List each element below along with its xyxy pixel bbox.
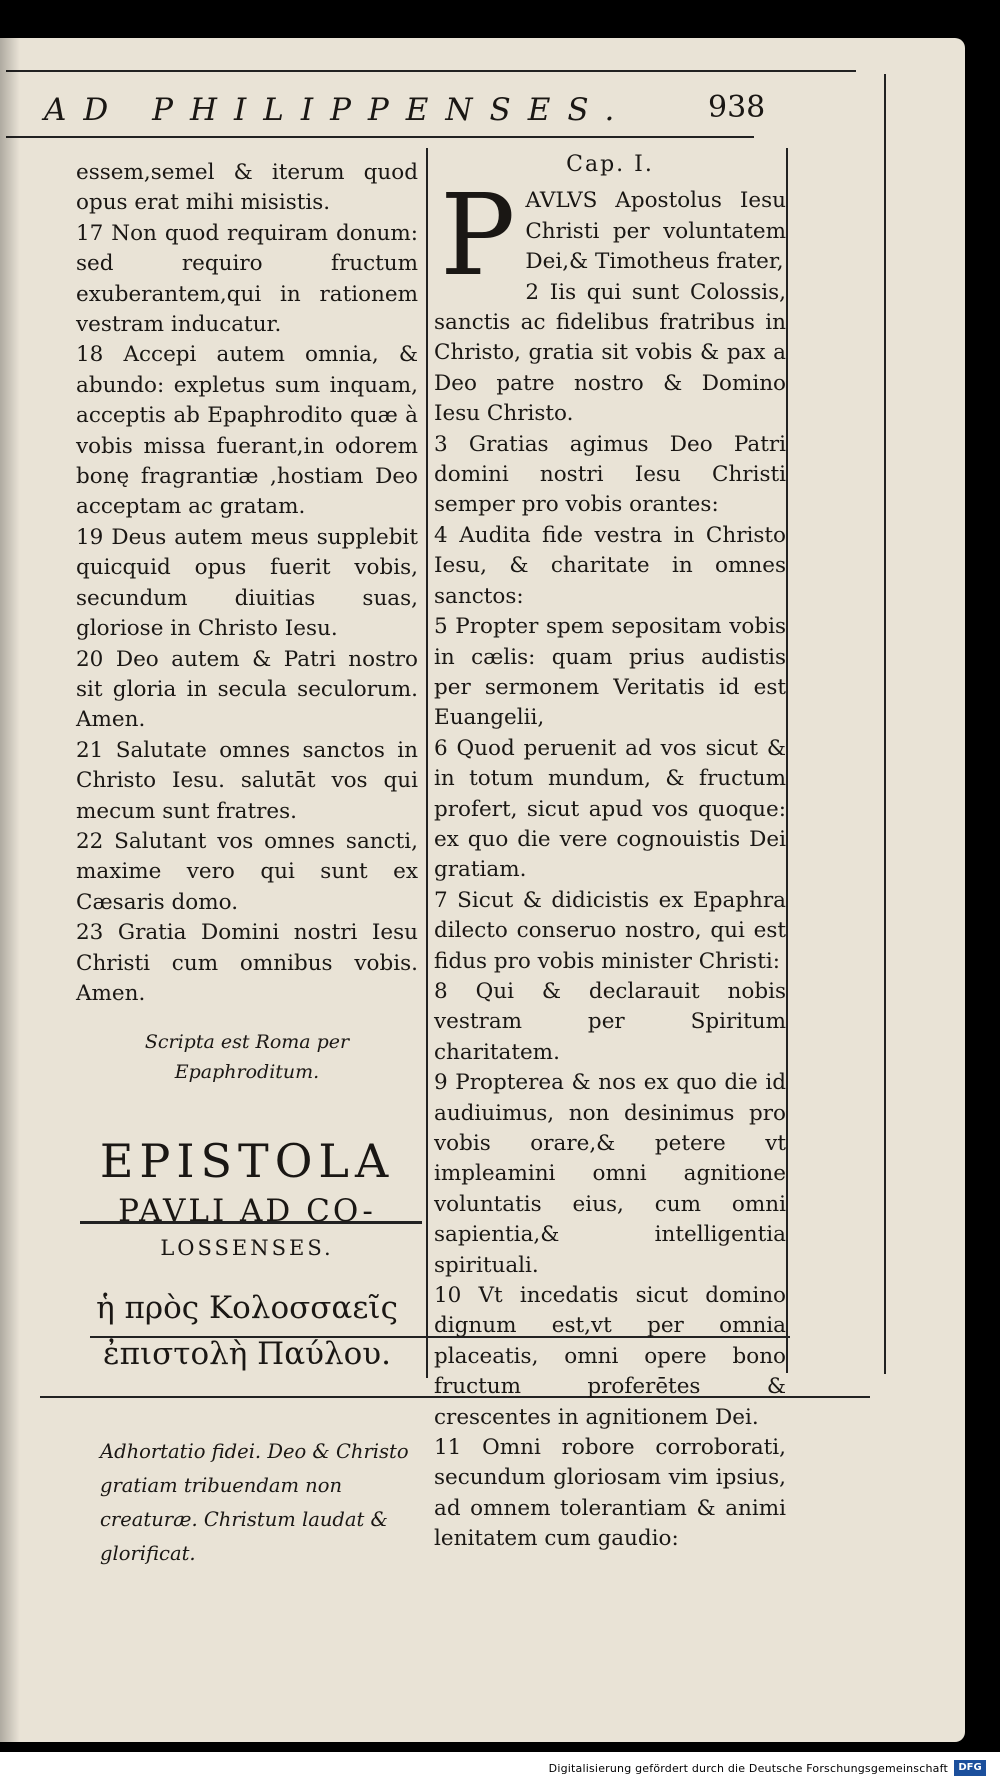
verse-21: 21 Salutate omnes sanctos in Christo Iesu. salutāt vos qui mecum sunt fratres. [76,737,418,824]
verse-18: 18 Accepi autem omnia, & abundo: expletus sum inquam, acceptis ab Epaphrodito quæ à vobis missa fuerant,in odorem bonę fragrantiæ ,hostiam Deo acceptam ac gratam. [76,342,418,520]
right-column [434,150,786,1555]
left-column [76,158,418,1571]
chapter-heading: Cap. I. [566,152,654,177]
header-rule-bottom [6,136,754,138]
opening-verse [434,171,786,302]
opening-text: AVLVS Apostolus Iesu Christi per voluntatem Dei,& Timotheus frater, [525,188,786,275]
drop-cap: P [440,171,516,302]
verse-20: 20 Deo autem & Patri nostro sit gloria in secula seculorum. Amen. [76,646,418,733]
running-title: AD PHILIPPENSES. [44,92,632,128]
verse-9: 9 Propterea & nos ex quo die id audiuimus, non desinimus pro vobis orare,& petere vt impleamini omni agnitione voluntatis eius, cum omni sapientia,& intelligentia spirituali. [434,1070,786,1278]
dfg-logo: DFG [954,1760,986,1776]
column-divider [426,148,428,1378]
header-rule-top [6,70,856,72]
right-column-border [786,148,788,1373]
verse-2: 2 Iis qui sunt Colossis, sanctis ac fidelibus fratribus in Christo, gratia sit vobis & pax a Deo patre nostro & Domino Iesu Christo. [434,279,786,427]
epistola-subtitle-2: LOSSENSES. [160,1236,334,1261]
verse-3: 3 Gratias agimus Deo Patri domini nostri Iesu Christi semper pro vobis orantes: [434,431,786,518]
verse-5: 5 Propter spem sepositam vobis in cælis: quam prius audistis per sermonem Veritatis id est Euangelii, [434,614,786,731]
verse-22: 22 Salutant vos omnes sancti, maxime vero qui sunt ex Cæsaris domo. [76,828,418,915]
digitization-credit: Digitalisierung gefördert durch die Deutsche Forschungsgemeinschaft [548,1762,948,1775]
subscription: Scripta est Roma per Epaphroditum. [144,1031,350,1084]
verse-17: 17 Non quod requiram donum: sed requiro fructum exuberantem,qui in rationem vestram inducatur. [76,220,418,338]
verse-7: 7 Sicut & didicistis ex Epaphra dilecto conseruo nostro, qui est fidus pro vobis minister Christi: [434,887,786,974]
verse-10: 10 Vt incedatis sicut domino dignum est,vt per omnia placeatis, omni opere bono fructum proferētes & crescentes in agnitionem Dei. [434,1283,786,1430]
verse-6: 6 Quod peruenit ad vos sicut & in totum mundum, & fructum profert, sicut apud vos quoque: ex quo die vere cognouistis Dei gratiam. [434,735,786,883]
epistola-title: EPISTOLA [99,1134,395,1189]
page-number: 938 [708,90,766,125]
verse-4: 4 Audita fide vestra in Christo Iesu, & charitate in omnes sanctos: [434,522,786,609]
verse-23: 23 Gratia Domini nostri Iesu Christi cum omnibus vobis. Amen. [76,920,418,1006]
greek-title: ἡ πρὸς Κολοσσαεῖς ἐπιστολὴ Παύλου. [96,1290,398,1373]
verse-8: 8 Qui & declarauit nobis vestram per Spiritum charitatem. [434,978,786,1065]
verse-11: 11 Omni robore corroborati, secundum gloriosam vim ipsius, ad omnem tolerantiam & animi lenitatem cum gaudio: [434,1435,786,1552]
verse-19: 19 Deus autem meus supplebit quicquid opus fuerit vobis, secundum diuitias suas, gloriose in Christo Iesu. [76,524,418,642]
right-border [884,74,886,1374]
verse-line: essem,semel & iterum quod opus erat mihi misistis. [76,160,418,216]
epistola-subtitle-1: PAVLI AD CO- [118,1193,376,1230]
chapter-argument: Adhortatio fidei. Deo & Christo gratiam tribuendam non creaturæ. Christum laudat & glorificat. [100,1440,409,1566]
